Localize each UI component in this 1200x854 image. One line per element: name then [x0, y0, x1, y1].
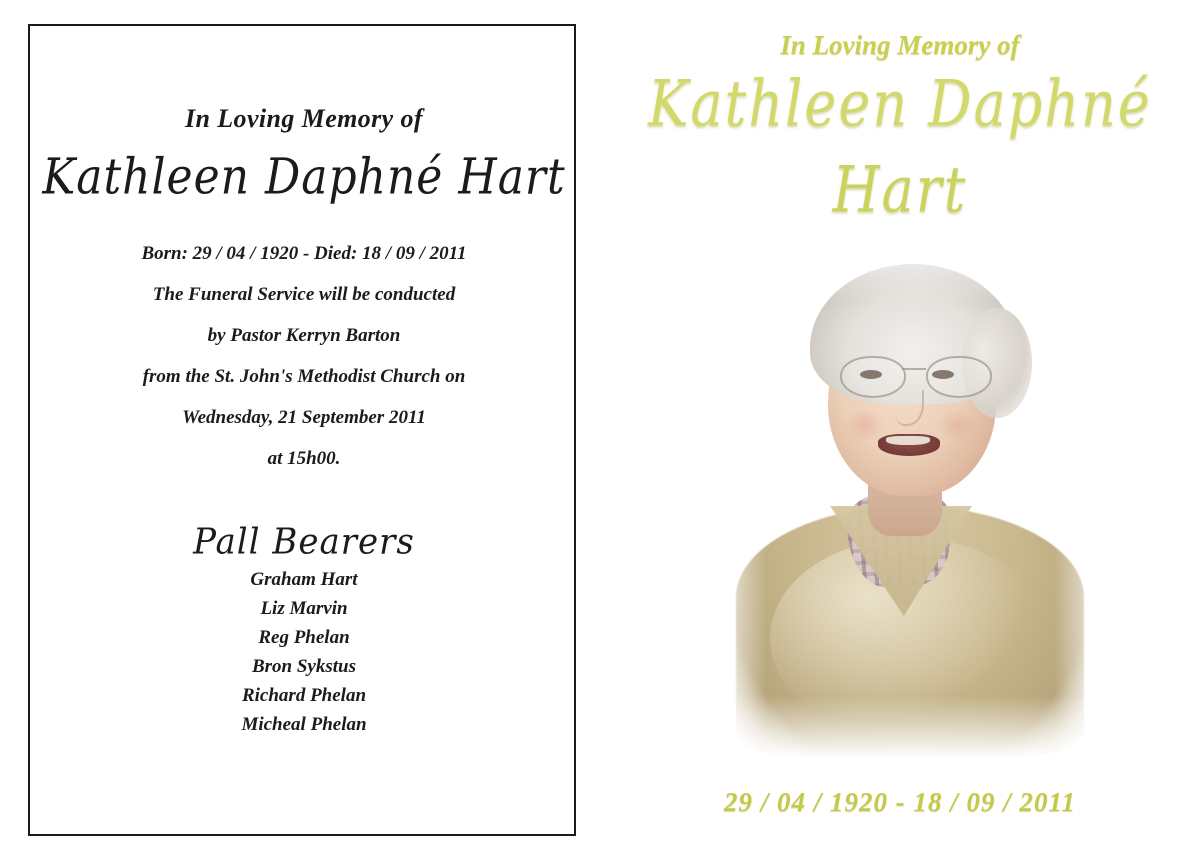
left-in-loving-memory-heading: In Loving Memory of — [185, 104, 423, 133]
service-line-4: Wednesday, 21 September 2011 — [182, 407, 426, 428]
portrait-photograph — [710, 238, 1110, 758]
right-page — [600, 0, 1200, 854]
portrait-lens-right — [926, 356, 992, 398]
pall-bearer-item: Richard Phelan — [241, 685, 367, 706]
portrait-teeth — [886, 436, 930, 445]
cover-name-line-2: Hart — [832, 152, 968, 227]
pall-bearer-item: Bron Sykstus — [251, 656, 357, 677]
pall-bearers-heading: Pall Bearers — [193, 521, 415, 563]
left-deceased-name: Kathleen Daphné Hart — [42, 148, 566, 207]
left-birth-death-dates: Born: 29 / 04 / 1920 - Died: 18 / 09 / 2011 — [141, 243, 467, 264]
cover-name-line-1: Kathleen Daphné — [648, 66, 1152, 141]
portrait-cheek-left — [844, 408, 884, 442]
left-page-content — [30, 26, 578, 736]
cover-birth-death-dates: 29 / 04 / 1920 - 18 / 09 / 2011 — [723, 787, 1076, 817]
portrait-cheek-right — [936, 408, 976, 442]
cover-in-loving-memory-heading: In Loving Memory of — [780, 30, 1020, 60]
service-line-5: at 15h00. — [267, 448, 341, 469]
card-border-frame — [28, 24, 576, 836]
service-line-1: The Funeral Service will be conducted — [152, 284, 456, 305]
pall-bearer-item: Graham Hart — [250, 569, 358, 590]
pall-bearer-item: Liz Marvin — [260, 598, 348, 619]
service-line-2: by Pastor Kerryn Barton — [207, 325, 401, 346]
pall-bearer-item: Reg Phelan — [258, 627, 350, 648]
scan-edge-artifact — [596, 838, 622, 854]
portrait-glasses-bridge — [902, 368, 926, 370]
service-line-3: from the St. John's Methodist Church on — [142, 366, 466, 387]
pall-bearer-item: Micheal Phelan — [241, 714, 367, 735]
